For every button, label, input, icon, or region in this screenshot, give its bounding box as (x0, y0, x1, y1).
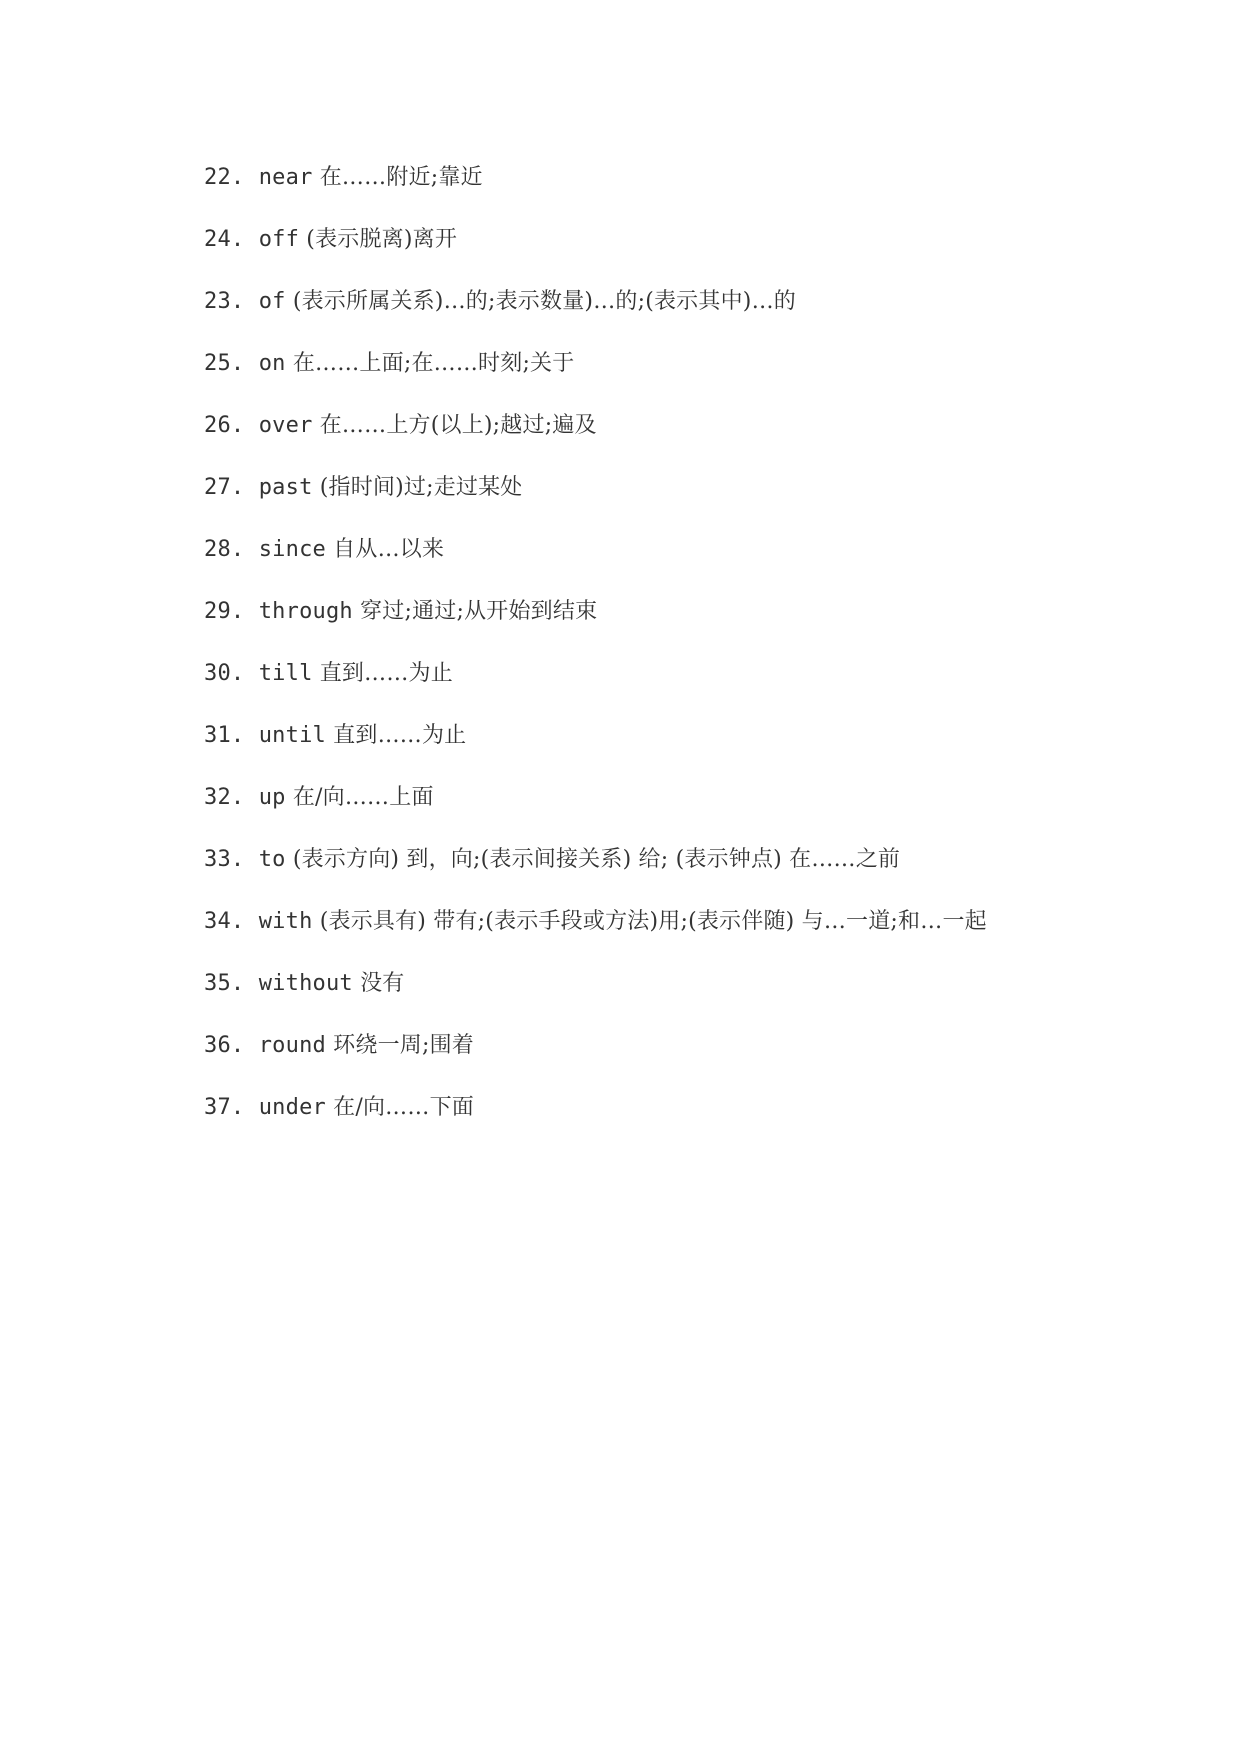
entry-meaning: 在/向……下面 (333, 1095, 474, 1120)
entry-meaning: 在……上面;在……时刻;关于 (292, 351, 575, 376)
entry-number: 27. (204, 475, 245, 500)
list-item (204, 1092, 1046, 1124)
entry-number: 24. (204, 227, 245, 252)
entry-meaning: 直到……为止 (319, 661, 453, 686)
entry-meaning: 在……上方(以上);越过;遍及 (319, 413, 597, 438)
entry-number: 23. (204, 289, 245, 314)
entry-meaning: 穿过;通过;从开始到结束 (360, 599, 598, 624)
entry-meaning: (表示所属关系)…的;表示数量)…的;(表示其中)…的 (292, 289, 796, 314)
entry-word: past (258, 475, 313, 500)
entry-meaning: 没有 (360, 971, 405, 996)
list-item (204, 286, 1046, 318)
list-item (204, 720, 1046, 752)
entry-word: round (258, 1033, 326, 1058)
entry-number: 26. (204, 413, 245, 438)
list-item (204, 596, 1046, 628)
list-item (204, 658, 1046, 690)
entry-word: with (258, 909, 313, 934)
entry-meaning: 自从…以来 (333, 537, 445, 562)
entry-meaning: (指时间)过;走过某处 (319, 475, 523, 500)
list-item (204, 782, 1046, 814)
entry-meaning: (表示方向) 到，向;(表示间接关系) 给; (表示钟点) 在……之前 (292, 847, 901, 872)
entry-word: off (258, 227, 300, 252)
list-item (204, 1030, 1046, 1062)
entry-word: under (258, 1095, 326, 1120)
entry-word: till (258, 661, 313, 686)
entry-word: through (258, 599, 353, 624)
entry-word: over (258, 413, 313, 438)
entry-meaning: (表示具有) 带有;(表示手段或方法)用;(表示伴随) 与…一道;和…一起 (319, 909, 987, 934)
entry-meaning: 在/向……上面 (292, 785, 434, 810)
entry-meaning: (表示脱离)离开 (306, 227, 458, 252)
entry-number: 30. (204, 661, 245, 686)
list-item (204, 348, 1046, 380)
preposition-list (204, 162, 1046, 1154)
entry-word: without (258, 971, 353, 996)
entry-word: up (258, 785, 286, 810)
entry-word: since (258, 537, 326, 562)
entry-number: 36. (204, 1033, 245, 1058)
entry-word: near (258, 165, 313, 190)
entry-number: 28. (204, 537, 245, 562)
entry-number: 34. (204, 909, 245, 934)
entry-number: 22. (204, 165, 245, 190)
entry-number: 29. (204, 599, 245, 624)
entry-meaning: 直到……为止 (333, 723, 467, 748)
entry-word: on (258, 351, 286, 376)
entry-meaning: 环绕一周;围着 (333, 1033, 474, 1058)
entry-word: until (258, 723, 326, 748)
entry-word: to (258, 847, 286, 872)
entry-number: 37. (204, 1095, 245, 1120)
list-item (204, 906, 1046, 938)
list-item (204, 844, 1046, 876)
list-item (204, 534, 1046, 566)
entry-number: 31. (204, 723, 245, 748)
list-item (204, 162, 1046, 194)
list-item (204, 410, 1046, 442)
entry-number: 32. (204, 785, 245, 810)
list-item (204, 968, 1046, 1000)
list-item (204, 224, 1046, 256)
entry-number: 25. (204, 351, 245, 376)
entry-number: 33. (204, 847, 245, 872)
entry-meaning: 在……附近;靠近 (319, 165, 483, 190)
list-item (204, 472, 1046, 504)
entry-word: of (258, 289, 286, 314)
entry-number: 35. (204, 971, 245, 996)
